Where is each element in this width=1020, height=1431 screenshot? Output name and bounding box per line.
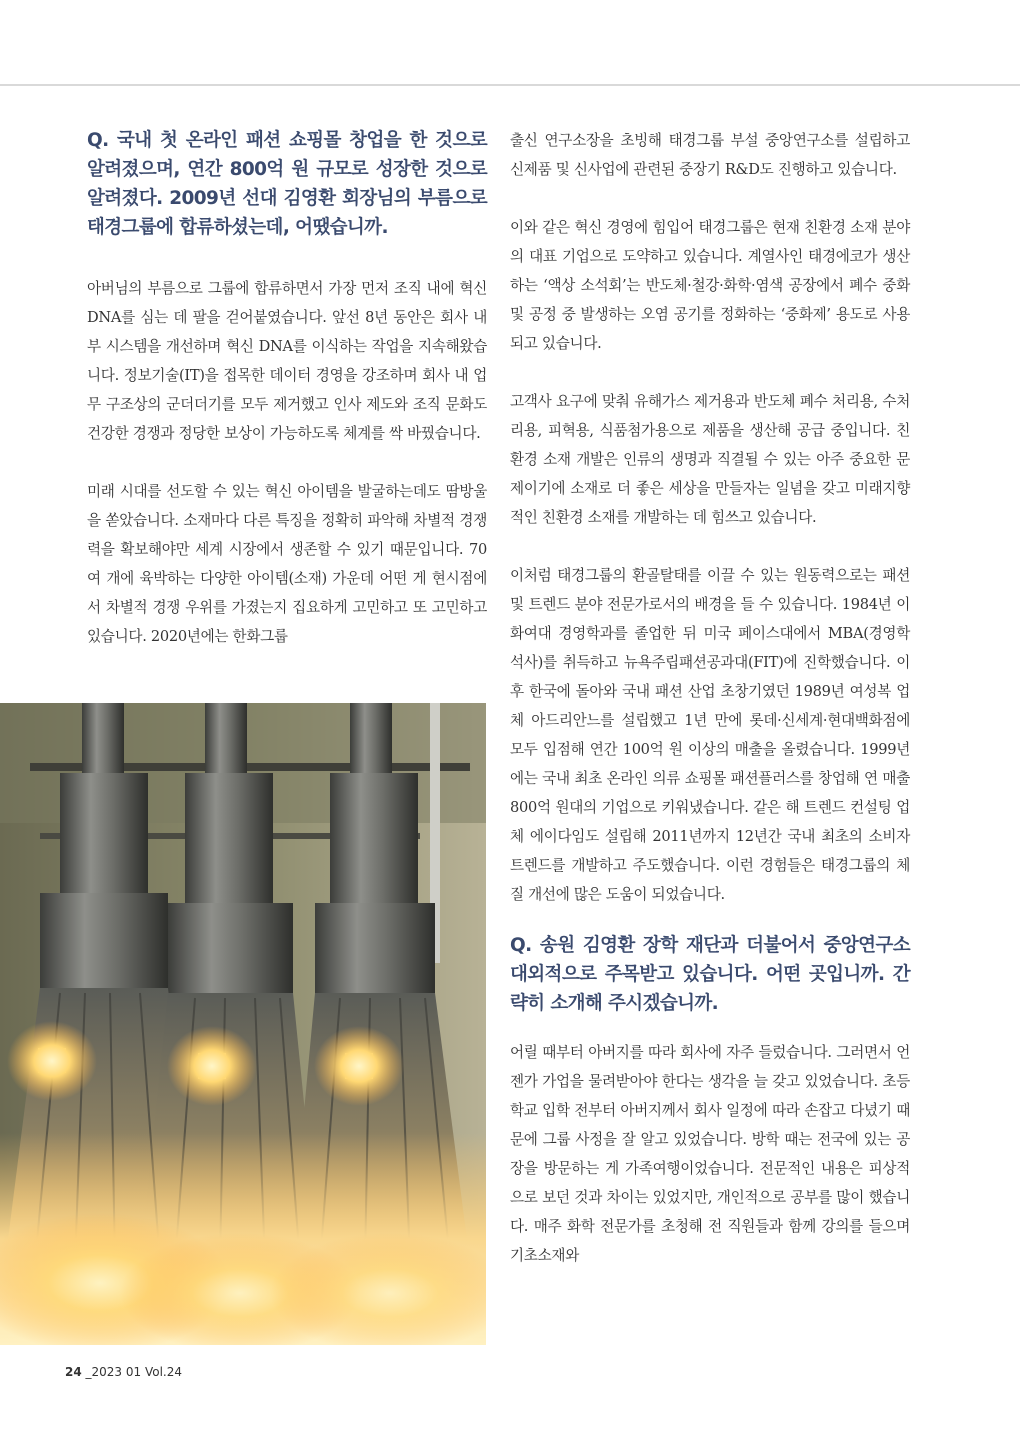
header-rule	[0, 84, 1020, 86]
issue-label: _2023 01 Vol.24	[85, 1365, 183, 1379]
question-heading: Q. 송원 김영환 장학 재단과 더불어서 중앙연구소 대외적으로 주목받고 있습니다. 어떤 곳입니까. 간략히 소개해 주시겠습니까.	[510, 935, 910, 1014]
body-paragraph: 이와 같은 혁신 경영에 힘입어 태경그룹은 현재 친환경 소재 분야의 대표 기업으로 도약하고 있습니다. 계열사인 태경에코가 생산하는 ‘액상 소석회’는 반도체·철강·화학·염색 공장에서 폐수 중화 및 공정 중 발생하는 오염 공기를 정화하는 ‘중화제’ 용도로 사용되고 있습니다.	[510, 219, 910, 352]
factory-kiln-photo	[0, 703, 486, 1345]
left-column	[87, 126, 487, 651]
body-paragraph: 미래 시대를 선도할 수 있는 혁신 아이템을 발굴하는데도 땀방울을 쏟았습니다. 소재마다 다른 특징을 정확히 파악해 차별적 경쟁력을 확보해야만 세계 시장에서 생존할 수 있기 때문입니다. 70여 개에 육박하는 다양한 아이템(소재) 가운데 어떤 게 현시점에서 차별적 경쟁 우위를 가졌는지 집요하게 고민하고 또 고민하고 있습니다. 2020년에는 한화그룹	[87, 483, 487, 645]
page-number: 24	[65, 1365, 82, 1379]
page-footer	[65, 1365, 182, 1379]
question-heading: Q. 국내 첫 온라인 패션 쇼핑몰 창업을 한 것으로 알려졌으며, 연간 800억 원 규모로 성장한 것으로 알려졌다. 2009년 선대 김영환 회장님의 부름으로 태경그룹에 합류하셨는데, 어땠습니까.	[87, 130, 487, 238]
body-paragraph: 고객사 요구에 맞춰 유해가스 제거용과 반도체 폐수 처리용, 수처리용, 피혁용, 식품첨가용으로 제품을 생산해 공급 중입니다. 친환경 소재 개발은 인류의 생명과 직결될 수 있는 아주 중요한 문제이기에 소재로 더 좋은 세상을 만들자는 일념을 갖고 미래지향적인 친환경 소재를 개발하는 데 힘쓰고 있습니다.	[510, 393, 910, 526]
body-paragraph: 어릴 때부터 아버지를 따라 회사에 자주 들렀습니다. 그러면서 언젠가 가업을 물려받아야 한다는 생각을 늘 갖고 있었습니다. 초등학교 입학 전부터 아버지께서 회사 일정에 따라 손잡고 다녔기 때문에 그룹 사정을 잘 알고 있었습니다. 방학 때는 전국에 있는 공장을 방문하는 게 가족여행이었습니다. 전문적인 내용은 피상적으로 보던 것과 차이는 있었지만, 개인적으로 공부를 많이 했습니다. 매주 화학 전문가를 초청해 전 직원들과 함께 강의를 들으며 기초소재와	[510, 1044, 910, 1264]
body-paragraph: 아버님의 부름으로 그룹에 합류하면서 가장 먼저 조직 내에 혁신 DNA를 심는 데 팔을 걷어붙였습니다. 앞선 8년 동안은 회사 내부 시스템을 개선하며 혁신 DNA를 이식하는 작업을 지속해왔습니다. 정보기술(IT)을 접목한 데이터 경영을 강조하며 회사 내 업무 구조상의 군더더기를 모두 제거했고 인사 제도와 조직 문화도 건강한 경쟁과 정당한 보상이 가능하도록 체계를 싹 바꿨습니다.	[87, 280, 487, 442]
body-paragraph: 출신 연구소장을 초빙해 태경그룹 부설 중앙연구소를 설립하고 신제품 및 신사업에 관련된 중장기 R&D도 진행하고 있습니다.	[510, 132, 910, 178]
right-column	[510, 126, 910, 1270]
body-paragraph: 이처럼 태경그룹의 환골탈태를 이끌 수 있는 원동력으로는 패션 및 트렌드 분야 전문가로서의 배경을 들 수 있습니다. 1984년 이화여대 경영학과를 졸업한 뒤 미국 페이스대에서 MBA(경영학 석사)를 취득하고 뉴욕주립패션공과대(FIT)에 진학했습니다. 이후 한국에 돌아와 국내 패션 산업 초창기였던 1989년 여성복 업체 아드리안느를 설립했고 1년 만에 롯데·신세계·현대백화점에 모두 입점해 연간 100억 원 이상의 매출을 올렸습니다. 1999년에는 국내 최초 온라인 의류 쇼핑몰 패션플러스를 창업해 연 매출 800억 원대의 기업으로 키워냈습니다. 같은 해 트렌드 컨설팅 업체 에이다임도 설립해 2011년까지 12년간 국내 최초의 소비자 트렌드를 개발하고 주도했습니다. 이런 경험들은 태경그룹의 체질 개선에 많은 도움이 되었습니다.	[510, 567, 910, 903]
